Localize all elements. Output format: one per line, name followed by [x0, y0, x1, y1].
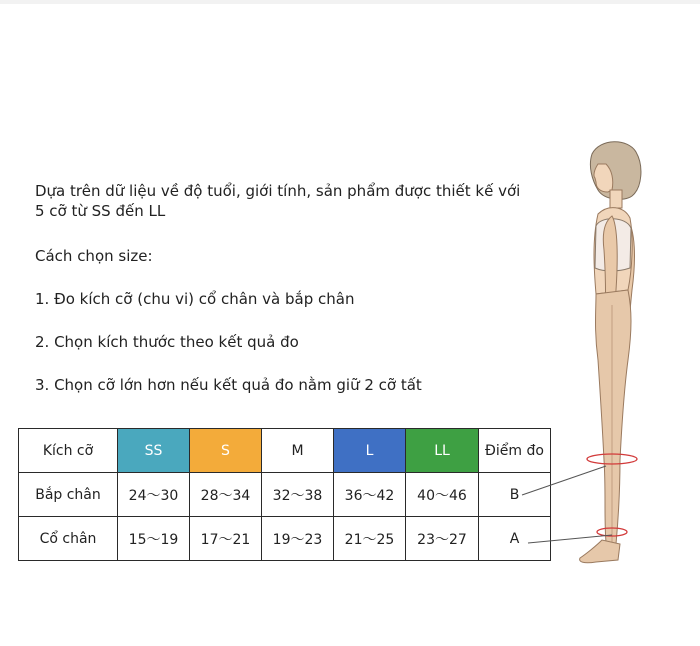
size-m-cell: M [262, 429, 334, 473]
calf-ll-value: 40～46 [406, 473, 479, 517]
ankle-m-value: 19～23 [262, 517, 334, 561]
ankle-row [19, 517, 551, 561]
top-strip [0, 0, 700, 4]
calf-row [19, 473, 551, 517]
size-ll-cell: LL [406, 429, 479, 473]
ankle-ll-value: 23～27 [406, 517, 479, 561]
step-1: 1. Đo kích cỡ (chu vi) cổ chân và bắp chân [35, 290, 355, 308]
size-ss-cell: SS [118, 429, 190, 473]
woman-figure-illustration [500, 130, 700, 580]
measure-point-header: Điểm đo [479, 429, 551, 473]
calf-pointer-line [522, 466, 606, 495]
foot [580, 540, 620, 563]
size-s-cell: S [190, 429, 262, 473]
calf-l-value: 36～42 [334, 473, 406, 517]
ankle-s-value: 17～21 [190, 517, 262, 561]
ankle-pointer-line [528, 535, 612, 543]
ankle-l-value: 21～25 [334, 517, 406, 561]
calf-ss-value: 24～30 [118, 473, 190, 517]
ankle-ss-value: 15～19 [118, 517, 190, 561]
step-3: 3. Chọn cỡ lớn hơn nếu kết quả đo nằm giữ 2 cỡ tất [35, 376, 422, 394]
size-table [18, 428, 551, 561]
step-2: 2. Chọn kích thước theo kết quả đo [35, 333, 299, 351]
intro-line-1: Dựa trên dữ liệu về độ tuổi, giới tính, sản phẩm được thiết kế với [35, 182, 521, 200]
ankle-label: Cổ chân [19, 517, 118, 561]
calf-label: Bắp chân [19, 473, 118, 517]
size-header-row [19, 429, 551, 473]
calf-point: B [479, 473, 551, 517]
intro-text [35, 181, 575, 221]
ankle-point: A [479, 517, 551, 561]
legs-tights [596, 290, 632, 544]
size-header-label: Kích cỡ [19, 429, 118, 473]
neck [610, 190, 622, 208]
intro-line-2: 5 cỡ từ SS đến LL [35, 202, 166, 220]
calf-s-value: 28～34 [190, 473, 262, 517]
size-l-cell: L [334, 429, 406, 473]
calf-m-value: 32～38 [262, 473, 334, 517]
how-to-title: Cách chọn size: [35, 247, 153, 265]
